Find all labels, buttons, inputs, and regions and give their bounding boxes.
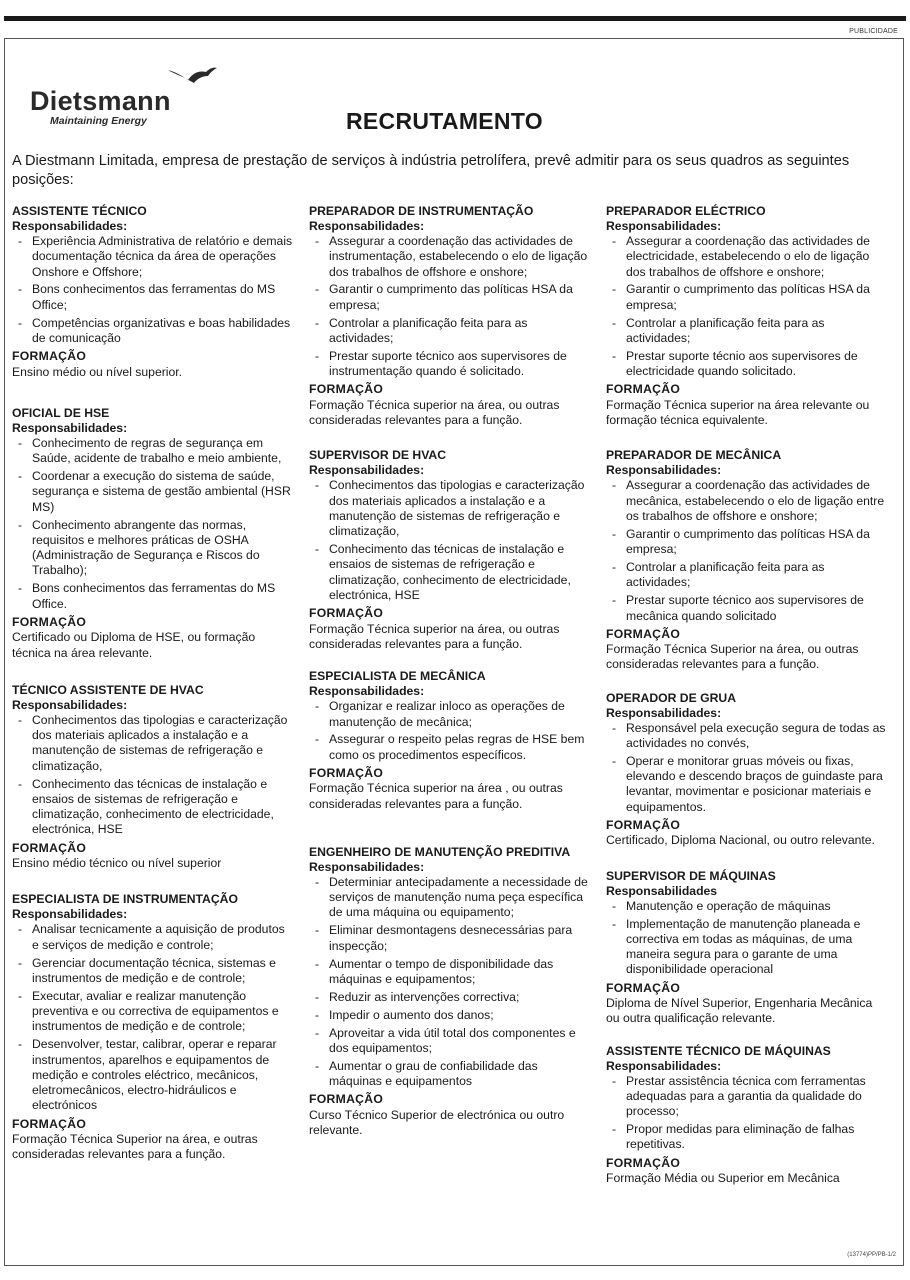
responsibilities-label: Responsabilidades: <box>12 219 128 233</box>
company-logo <box>30 64 220 134</box>
job-section <box>606 869 888 1027</box>
list-item: - Prestar suporte técnico aos supervisores de instrumentação quando é solicitado. <box>309 349 591 380</box>
list-item: - Responsável pela execução segura de todas as actividades no convés, <box>606 721 888 752</box>
job-section <box>606 691 888 849</box>
formacao-label: FORMAÇÃO <box>606 382 681 397</box>
responsibilities-label: Responsabilidades: <box>12 697 128 712</box>
formacao-text: Certificado, Diploma Nacional, ou outro relevante. <box>606 833 875 848</box>
publicidade-label: PUBLICIDADE <box>849 28 898 35</box>
job-title: PREPARADOR DE MECÂNICA <box>606 448 782 463</box>
list-item: - Propor medidas para eliminação de falhas repetitivas. <box>606 1122 888 1153</box>
list-item: - Determiniar antecipadamente a necessidade de serviços de manutenção numa peça específica de uma máquina ou equipamento; <box>309 875 591 921</box>
list-item: - Assegurar a coordenação das actividades de instrumentação, estabelecendo o elo de ligação dos trabalhos de offshore e onshore; <box>309 234 591 280</box>
column-2 <box>309 204 591 1138</box>
job-title: ENGENHEIRO DE MANUTENÇÃO PREDITIVA <box>309 844 571 859</box>
job-title: SUPERVISOR DE HVAC <box>309 448 447 463</box>
list-item: - Experiência Administrativa de relatório e demais documentação técnica da área de operações Onshore e Offshore; <box>12 234 294 280</box>
list-item: - Analisar tecnicamente a aquisição de produtos e serviços de medição e controle; <box>12 922 294 953</box>
responsibilities-list <box>606 478 888 623</box>
responsibilities-label: Responsabilidades: <box>309 219 425 233</box>
formacao-label: FORMAÇÃO <box>606 626 681 641</box>
job-section <box>606 204 888 428</box>
intro-paragraph: A Diestmann Limitada, empresa de prestação de serviços à indústria petrolífera, prevê admitir para os seus quadros as seguintes posições: <box>12 153 850 188</box>
list-item: - Conhecimentos das tipologias e caracterização dos materiais aplicados a instalação e a manutenção de sistemas de refrigeração e climatização, <box>12 713 294 774</box>
job-section <box>12 406 294 661</box>
list-item: - Garantir o cumprimento das políticas HSA da empresa; <box>606 527 888 558</box>
job-section <box>606 448 888 672</box>
formacao-text: Formação Técnica superior na área , ou outras consideradas relevantes para a função. <box>309 781 563 811</box>
job-section <box>12 204 294 380</box>
formacao-label: FORMAÇÃO <box>606 818 681 833</box>
formacao-label: FORMAÇÃO <box>309 1092 384 1107</box>
list-item: - Conhecimentos das tipologias e caracterização dos materiais aplicados a instalação e a manutenção de sistemas de refrigeração e climatização, <box>309 478 591 539</box>
responsibilities-list <box>309 234 591 379</box>
formacao-text: Diploma de Nível Superior, Engenharia Mecânica ou outra qualificação relevante. <box>606 996 873 1026</box>
formacao-label: FORMAÇÃO <box>12 1116 87 1131</box>
job-section <box>12 683 294 872</box>
responsibilities-label: Responsabilidades: <box>309 684 425 699</box>
list-item: - Controlar a planificação feita para as actividades; <box>606 316 888 347</box>
formacao-text: Formação Técnica Superior na área, ou outras consideradas relevantes para a função. <box>606 642 859 672</box>
list-item: - Conhecimento abrangente das normas, requisitos e melhores práticas de OSHA (Administração de Segurança e Riscos do Trabalho); <box>12 518 294 579</box>
list-item: - Conhecimento das técnicas de instalação e ensaios de sistemas de refrigeração e climatização, conhecimento de electricidade, electrónica, HSE <box>12 777 294 838</box>
list-item: - Conhecimento de regras de segurança em Saúde, acidente de trabalho e meio ambiente, <box>12 436 294 467</box>
list-item: - Aproveitar a vida útil total dos componentes e dos equipamentos; <box>309 1026 591 1057</box>
responsibilities-list <box>606 721 888 815</box>
job-section <box>309 204 591 428</box>
formacao-label: FORMAÇÃO <box>309 606 384 621</box>
brand-tagline: Maintaining Energy <box>50 115 147 127</box>
list-item: - Bons conhecimentos das ferramentas do MS Office; <box>12 282 294 313</box>
formacao-label: FORMAÇÃO <box>606 980 681 995</box>
responsibilities-list <box>12 922 294 1113</box>
list-item: - Manutenção e operação de máquinas <box>606 899 888 914</box>
responsibilities-list <box>12 713 294 838</box>
list-item: - Eliminar desmontagens desnecessárias para inspecção; <box>309 923 591 954</box>
top-rule <box>4 16 906 21</box>
formacao-text: Formação Técnica superior na área, ou outras consideradas relevantes para a função. <box>309 621 560 651</box>
list-item: - Executar, avaliar e realizar manutenção preventiva e ou correctiva de equipamentos e instrumentos de medição e de controle; <box>12 989 294 1035</box>
list-item: - Garantir o cumprimento das políticas HSA da empresa; <box>606 282 888 313</box>
responsibilities-list <box>606 899 888 978</box>
job-title: PREPARADOR DE INSTRUMENTAÇÃO <box>309 204 534 218</box>
list-item: - Desenvolver, testar, calibrar, operar e reparar instrumentos, aparelhos e equipamentos de medição e controles eléctrico, mecânicos, eletromecânicos, electro-hidráulicos e electrónicos <box>12 1037 294 1113</box>
responsibilities-label: Responsabilidades: <box>606 705 722 720</box>
responsibilities-list <box>309 478 591 603</box>
list-item: - Prestar suporte técnio aos supervisores de electricidade quando solicitado. <box>606 349 888 380</box>
job-section <box>309 845 591 1138</box>
job-title: ASSISTENTE TÉCNICO DE MÁQUINAS <box>606 1043 831 1058</box>
responsibilities-list <box>309 875 591 1089</box>
responsibilities-list <box>309 699 591 763</box>
job-title: SUPERVISOR DE MÁQUINAS <box>606 868 776 883</box>
job-section <box>606 1044 888 1187</box>
formacao-text: Formação Média ou Superior em Mecânica <box>606 1171 840 1185</box>
page-title: RECRUTAMENTO <box>346 108 543 134</box>
responsibilities-label: Responsabilidades: <box>606 1058 722 1073</box>
list-item: - Garantir o cumprimento das políticas HSA da empresa; <box>309 282 591 313</box>
list-item: - Reduzir as intervenções correctiva; <box>309 990 591 1005</box>
job-title: TÉCNICO ASSISTENTE DE HVAC <box>12 682 204 697</box>
bird-icon <box>166 64 218 94</box>
list-item: - Impedir o aumento dos danos; <box>309 1008 591 1023</box>
list-item: - Implementação de manutenção planeada e correctiva em todas as máquinas, de uma maneira segura para o garante de uma disponibilidade operacional <box>606 917 888 978</box>
list-item: - Gerenciar documentação técnica, sistemas e instrumentos de medição e de controle; <box>12 956 294 987</box>
list-item: - Prestar assistência técnica com ferramentas adequadas para a garantia da qualidade do processo; <box>606 1074 888 1120</box>
responsibilities-label: Responsabilidades <box>606 883 718 898</box>
formacao-text: Certificado ou Diploma de HSE, ou formação técnica na área relevante. <box>12 630 256 660</box>
job-section <box>12 892 294 1162</box>
list-item: - Aumentar o tempo de disponibilidade das máquinas e equipamentos; <box>309 957 591 988</box>
brand-name: Dietsmann <box>30 86 171 116</box>
list-item: - Assegurar a coordenação das actividades de electricidade, estabelecendo o elo de ligação dos trabalhos de offshore e onshore; <box>606 234 888 280</box>
formacao-label: FORMAÇÃO <box>12 840 87 855</box>
formacao-text: Formação Técnica superior na área, ou outras consideradas relevantes para a função. <box>309 397 560 428</box>
list-item: - Controlar a planificação feita para as actividades; <box>309 316 591 347</box>
job-title: OFICIAL DE HSE <box>12 405 110 420</box>
formacao-text: Curso Técnico Superior de electrónica ou outro relevante. <box>309 1107 565 1137</box>
job-title: OPERADOR DE GRUA <box>606 690 737 705</box>
responsibilities-list <box>12 436 294 612</box>
job-section <box>309 669 591 812</box>
formacao-text: Ensino médio técnico ou nível superior <box>12 856 222 871</box>
responsibilities-list <box>606 1074 888 1153</box>
job-title: PREPARADOR ELÉCTRICO <box>606 204 766 218</box>
list-item: - Aumentar o grau de confiabilidade das máquinas e equipamentos <box>309 1059 591 1090</box>
list-item: - Controlar a planificação feita para as actividades; <box>606 560 888 591</box>
list-item: - Competências organizativas e boas habilidades de comunicação <box>12 316 294 347</box>
responsibilities-list <box>12 234 294 346</box>
list-item: - Assegurar o respeito pelas regras de HSE bem como os procedimentos específicos. <box>309 732 591 763</box>
job-title: ESPECIALISTA DE INSTRUMENTAÇÃO <box>12 892 238 907</box>
formacao-label: FORMAÇÃO <box>606 1155 681 1170</box>
formacao-label: FORMAÇÃO <box>12 349 87 364</box>
formacao-text: Formação Técnica superior na área relevante ou formação técnica equivalente. <box>606 397 870 428</box>
list-item: - Bons conhecimentos das ferramentas do MS Office. <box>12 581 294 612</box>
responsibilities-label: Responsabilidades: <box>309 463 425 478</box>
list-item: - Conhecimento das técnicas de instalação e ensaios de sistemas de refrigeração e climatização, conhecimento de electricidade, electrónica, HSE <box>309 542 591 603</box>
column-3 <box>606 204 888 1186</box>
list-item: - Operar e monitorar gruas móveis ou fixas, elevando e descendo braços de guindaste para levantar, movimentar e posicionar materiais e equipamentos. <box>606 754 888 815</box>
job-section <box>309 448 591 652</box>
footer-code: (13774)PP/PB-1/2 <box>847 1252 896 1258</box>
formacao-text: Formação Técnica Superior na área, e outras consideradas relevantes para a função. <box>12 1132 258 1162</box>
formacao-label: FORMAÇÃO <box>309 382 384 397</box>
responsibilities-list <box>606 234 888 379</box>
formacao-label: FORMAÇÃO <box>12 614 87 629</box>
column-1 <box>12 204 294 1163</box>
list-item: - Assegurar a coordenação das actividades de mecânica, estabelecendo o elo de ligação entre os trabalhos de offshore e onshore; <box>606 478 888 524</box>
formacao-label: FORMAÇÃO <box>309 765 384 780</box>
responsibilities-label: Responsabilidades: <box>309 859 425 874</box>
job-title: ESPECIALISTA DE MECÂNICA <box>309 669 486 684</box>
formacao-text: Ensino médio ou nível superior. <box>12 364 183 379</box>
responsibilities-label: Responsabilidades: <box>606 463 722 478</box>
list-item: - Prestar suporte técnico aos supervisores de mecânica quando solicitado <box>606 593 888 624</box>
list-item: - Organizar e realizar inloco as operações de manutenção de mecânica; <box>309 699 591 730</box>
job-title: ASSISTENTE TÉCNICO <box>12 204 147 218</box>
responsibilities-label: Responsabilidades: <box>12 907 128 922</box>
responsibilities-label: Responsabilidades: <box>12 420 128 435</box>
list-item: - Coordenar a execução do sistema de saúde, segurança e sistema de gestão ambiental (HSR MS) <box>12 469 294 515</box>
responsibilities-label: Responsabilidades: <box>606 219 722 233</box>
